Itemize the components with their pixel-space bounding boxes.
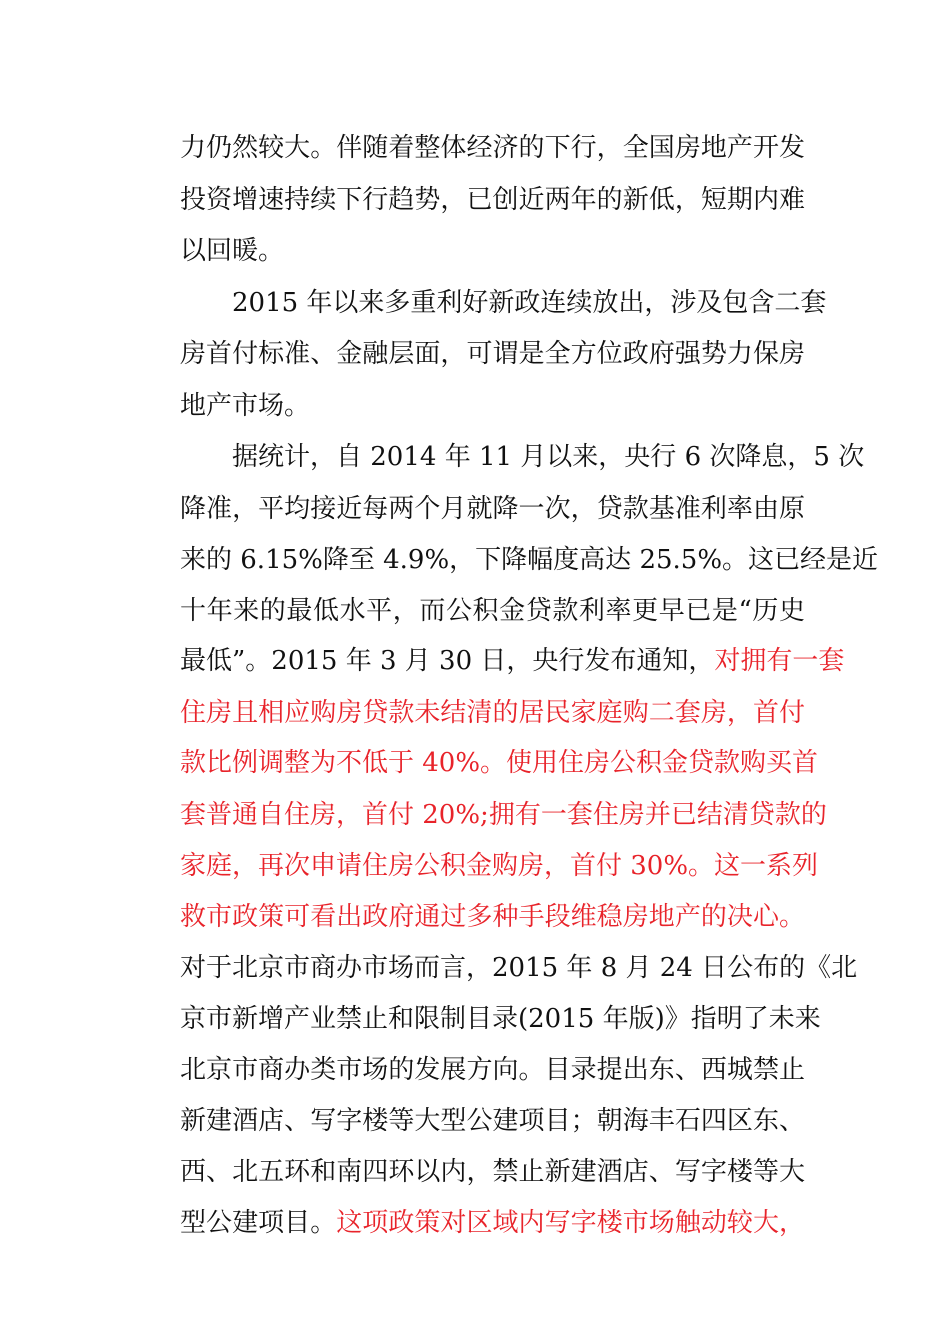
body-text: 新建酒店、写字楼等大型公建项目；朝海丰石四区东、: [180, 1106, 805, 1136]
text-line: [180, 386, 805, 426]
body-text: 投资增速持续下行趋势，已创近两年的新低，短期内难: [180, 185, 805, 215]
body-text: 京市新增产业禁止和限制目录(2015 年版)》指明了未来: [180, 1004, 821, 1034]
highlighted-text: 对拥有一套: [714, 646, 845, 676]
text-line: [180, 948, 858, 988]
text-line: [180, 897, 805, 937]
body-text: 最低”。2015 年 3 月 30 日，央行发布通知，: [180, 646, 715, 676]
body-text: 降准，平均接近每两个月就降一次，贷款基准利率由原: [180, 494, 805, 524]
text-line: [180, 693, 805, 733]
highlighted-text: 住房且相应购房贷款未结清的居民家庭购二套房，首付: [180, 698, 805, 728]
body-text: 以回暖。: [180, 236, 285, 266]
text-line: [180, 1101, 805, 1141]
text-line: [180, 795, 827, 835]
body-text: 2015 年以来多重利好新政连续放出，涉及包含二套: [232, 288, 827, 318]
text-line: [180, 180, 805, 220]
text-line: [180, 540, 879, 580]
highlighted-text: 救市政策可看出政府通过多种手段维稳房地产的决心。: [180, 902, 805, 932]
text-line: [180, 591, 805, 631]
text-line: [180, 641, 845, 681]
text-line: [180, 1152, 805, 1192]
text-line: [180, 231, 805, 271]
body-text: 北京市商办类市场的发展方向。目录提出东、西城禁止: [180, 1055, 805, 1085]
body-text: 型公建项目。: [180, 1208, 337, 1238]
highlighted-text: 款比例调整为不低于 40%。使用住房公积金贷款购买首: [180, 748, 819, 778]
body-text: 十年来的最低水平，而公积金贷款利率更早已是“历史: [180, 596, 805, 626]
highlighted-text: 套普通自住房，首付 20%;拥有一套住房并已结清贷款的: [180, 800, 827, 830]
text-line: [180, 846, 819, 886]
highlighted-text: 这项政策对区域内写字楼市场触动较大，: [336, 1208, 805, 1238]
text-line: [180, 743, 819, 783]
highlighted-text: 家庭，再次申请住房公积金购房，首付 30%。这一系列: [180, 851, 819, 881]
text-line: [180, 1203, 805, 1243]
body-text: 来的 6.15%降至 4.9%，下降幅度高达 25.5%。这已经是近: [180, 545, 879, 575]
text-line: [180, 489, 805, 529]
body-text: 房首付标准、金融层面，可谓是全方位政府强势力保房: [180, 339, 805, 369]
body-text: 对于北京市商办市场而言，2015 年 8 月 24 日公布的《北: [180, 953, 858, 983]
text-line: [180, 1050, 805, 1090]
body-text: 力仍然较大。伴随着整体经济的下行，全国房地产开发: [180, 133, 805, 163]
text-line: [180, 999, 821, 1039]
text-line: [180, 128, 805, 168]
body-text: 据统计，自 2014 年 11 月以来，央行 6 次降息，5 次: [232, 442, 865, 472]
text-line: [232, 437, 865, 477]
body-text: 地产市场。: [180, 391, 311, 421]
body-text: 西、北五环和南四环以内，禁止新建酒店、写字楼等大: [180, 1157, 805, 1187]
text-line: [180, 334, 805, 374]
text-line: [232, 283, 827, 323]
